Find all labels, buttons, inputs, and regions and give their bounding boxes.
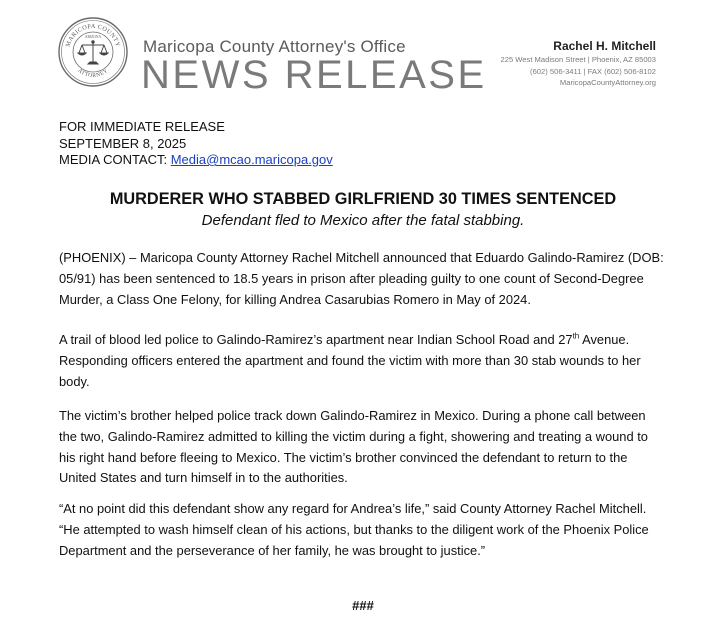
news-release-banner: NEWS RELEASE bbox=[141, 53, 487, 97]
paragraph-1: (PHOENIX) – Maricopa County Attorney Rachel Mitchell announced that Eduardo Galindo-Ramirez (DOB: 05/91) has been sentenced to 18.5 years in prison after pleading guilty to one count of Second-Degree Murder, a Class One Felony, for killing Andrea Casarubias Romero in May of 2024. bbox=[59, 250, 664, 307]
attorney-contact-block bbox=[501, 38, 657, 89]
ordinal-suffix: th bbox=[572, 331, 580, 341]
phone-fax: (602) 506-3411 | FAX (602) 506-8102 bbox=[530, 66, 656, 76]
paragraph-3: The victim’s brother helped police track down Galindo-Ramirez in Mexico. During a phone call between the two, Galindo-Ramirez admitted to killing the victim during a fight, showering and treating a wound to his right hand before fleeing to Mexico. The victim’s brother convinced the defendant to return to the United States and turn himself in to the authorities. bbox=[59, 408, 648, 486]
end-mark: ### bbox=[352, 598, 374, 613]
seal-text-center: ARIZONA bbox=[84, 35, 102, 39]
release-line: FOR IMMEDIATE RELEASE bbox=[59, 119, 225, 134]
office-website: MaricopaCountyAttorney.org bbox=[559, 78, 656, 87]
subheadline: Defendant fled to Mexico after the fatal stabbing. bbox=[201, 212, 525, 229]
svg-text:ATTORNEY bbox=[76, 68, 109, 79]
seal-text-top: MARICOPA COUNTY bbox=[64, 22, 122, 48]
paragraph-4-quote: “At no point did this defendant show any regard for Andrea’s life,” said County Attorney Rachel Mitchell. “He attempted to wash himself clean of his actions, but thanks to the diligent work of the Phoenix Police Department and the perseverance of her family, he was brought to justice.” bbox=[59, 501, 649, 558]
media-contact-label: MEDIA CONTACT: bbox=[59, 152, 171, 167]
paragraph-2 bbox=[59, 330, 664, 392]
paragraph-2-text-a: A trail of blood led police to Galindo-Ramirez’s apartment near Indian School Road and 27 bbox=[59, 332, 573, 347]
office-name: Maricopa County Attorney's Office bbox=[143, 37, 406, 56]
office-address: 225 West Madison Street | Phoenix, AZ 85003 bbox=[500, 55, 656, 64]
media-contact bbox=[59, 152, 333, 169]
seal-text-bottom: ATTORNEY bbox=[76, 67, 110, 80]
paragraph-2-text-b: Avenue. Responding officers entered the apartment and found the victim with more than 30 stab wounds to her body. bbox=[59, 332, 641, 389]
release-date: SEPTEMBER 8, 2025 bbox=[59, 135, 187, 151]
scales-of-justice-icon bbox=[78, 41, 108, 64]
media-contact-email-link[interactable]: Media@mcao.maricopa.gov bbox=[170, 152, 333, 167]
headline: MURDERER WHO STABBED GIRLFRIEND 30 TIMES SENTENCED bbox=[109, 190, 617, 208]
county-attorney-seal bbox=[58, 17, 128, 87]
release-meta bbox=[59, 119, 333, 169]
attorney-name: Rachel H. Mitchell bbox=[553, 39, 656, 53]
